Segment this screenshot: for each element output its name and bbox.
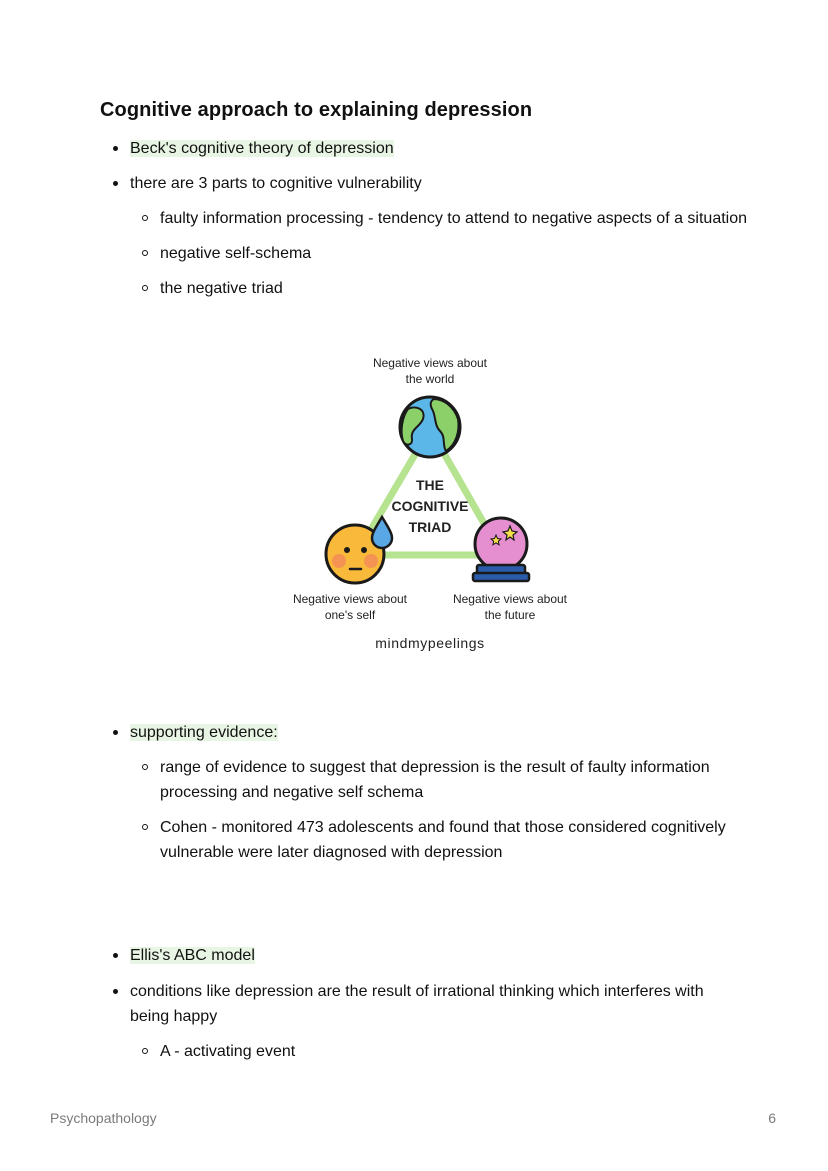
list-item: there are 3 parts to cognitive vulnerability: [100, 171, 730, 196]
center-title-line3: TRIAD: [408, 519, 452, 535]
ellis-abc-list: [100, 943, 750, 1064]
top-label-line2: the world: [405, 372, 455, 386]
list-item: [100, 943, 730, 968]
sub-list-item: the negative triad: [100, 276, 750, 301]
sub-list-item: Cohen - monitored 473 adolescents and found that those considered cognitively vulnerable were later diagnosed with depression: [100, 815, 750, 865]
top-label-line1: Negative views about: [372, 356, 488, 370]
figure-credit: mindmypeelings: [375, 635, 485, 651]
sub-list-item: range of evidence to suggest that depression is the result of faulty information processing and negative self schema: [100, 755, 750, 805]
right-label-line2: the future: [484, 608, 536, 622]
left-label-line1: Negative views about: [292, 592, 408, 606]
sub-list-item: A - activating event: [100, 1039, 750, 1064]
highlighted-text: supporting evidence:: [130, 724, 278, 741]
left-label-line2: one's self: [324, 608, 376, 622]
cognitive-triad-figure: [276, 349, 586, 659]
beck-theory-list: [100, 136, 750, 301]
right-label-line1: Negative views about: [452, 592, 568, 606]
supporting-evidence-list: [100, 720, 750, 865]
footer-section-name: Psychopathology: [50, 1110, 157, 1126]
list-item: [100, 136, 730, 161]
center-title-line2: COGNITIVE: [391, 498, 469, 514]
list-item: conditions like depression are the result of irrational thinking which interferes with being happy: [100, 979, 730, 1029]
globe-icon: [400, 397, 460, 457]
list-item: [100, 720, 730, 745]
sub-list-item: negative self-schema: [100, 241, 750, 266]
page-number: 6: [768, 1110, 776, 1126]
page-title: Cognitive approach to explaining depression: [100, 99, 533, 121]
center-title-line1: THE: [416, 477, 444, 493]
crystal-ball-icon: [473, 518, 529, 581]
sub-list-item: faulty information processing - tendency to attend to negative aspects of a situation: [100, 206, 750, 231]
highlighted-text: Beck's cognitive theory of depression: [130, 140, 394, 157]
highlighted-text: Ellis's ABC model: [130, 947, 255, 964]
